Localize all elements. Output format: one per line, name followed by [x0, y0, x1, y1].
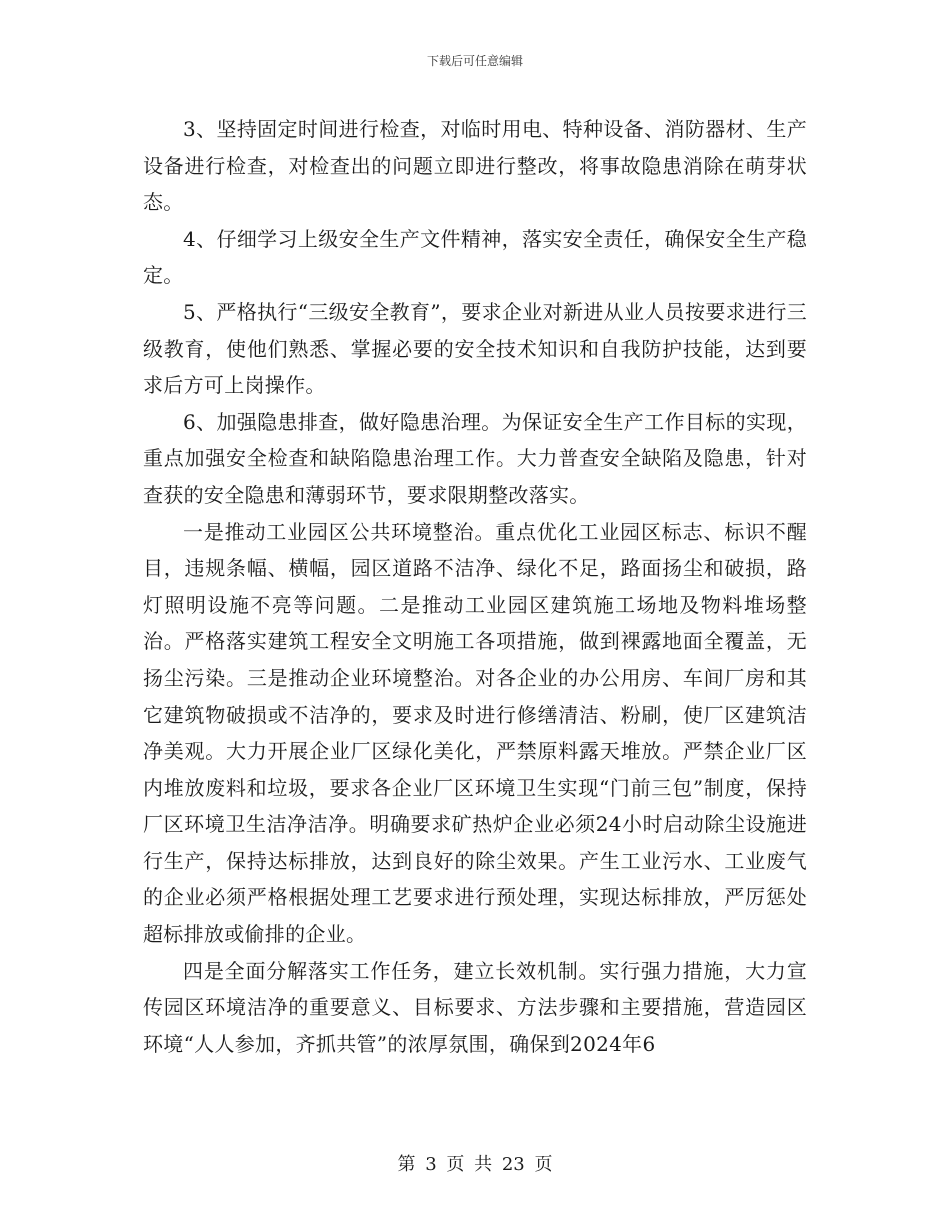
paragraph-item-4: 4、仔细学习上级安全生产文件精神，落实安全责任，确保安全生产稳定。 — [143, 226, 807, 288]
paragraph-item-5: 5、严格执行“三级安全教育”，要求企业对新进从业人员按要求进行三级教育，使他们熟悉、掌握必要的安全技术知识和自我防护技能，达到要求后方可上岗操作。 — [143, 299, 807, 398]
paragraph-environment-rectification: 一是推动工业园区公共环境整治。重点优化工业园区标志、标识不醒目，违规条幅、横幅，园区道路不洁净、绿化不足，路面扬尘和破损，路灯照明设施不亮等问题。二是推动工业园区建筑施工场地及物料堆场整治。严格落实建筑工程安全文明施工各项措施，做到裸露地面全覆盖，无扬尘污染。三是推动企业环境整治。对各企业的办公用房、车间厂房和其它建筑物破损或不洁净的，要求及时进行修缮清洁、粉刷，使厂区建筑洁净美观。大力开展企业厂区绿化美化，严禁原料露天堆放。严禁企业厂区内堆放废料和垃圾，要求各企业厂区环境卫生实现“门前三包”制度，保持厂区环境卫生洁净洁净。明确要求矿热炉企业必须24小时启动除尘设施进行生产，保持达标排放，达到良好的除尘效果。产生工业污水、工业废气的企业必须严格根据处理工艺要求进行预处理，实现达标排放，严厉惩处超标排放或偷排的企业。 — [143, 519, 807, 947]
paragraph-item-6: 6、加强隐患排查，做好隐患治理。为保证安全生产工作目标的实现，重点加强安全检查和缺陷隐患治理工作。大力普查安全缺陷及隐患，针对查获的安全隐患和薄弱环节，要求限期整改落实。 — [143, 409, 807, 507]
paragraph-item-3: 3、坚持固定时间进行检查，对临时用电、特种设备、消防器材、生产设备进行检查，对检查出的问题立即进行整改，将事故隐患消除在萌芽状态。 — [143, 117, 807, 215]
document-body — [143, 111, 807, 1062]
page-header-note: 下载后可任意编辑 — [426, 54, 523, 68]
page-number-footer: 第 3 页 共 23 页 — [397, 1154, 553, 1175]
paragraph-task-breakdown: 四是全面分解落实工作任务，建立长效机制。实行强力措施，大力宣传园区环境洁净的重要意义、目标要求、方法步骤和主要措施，营造园区环境“人人参加，齐抓共管”的浓厚氛围，确保到2024年6 — [143, 958, 807, 1056]
